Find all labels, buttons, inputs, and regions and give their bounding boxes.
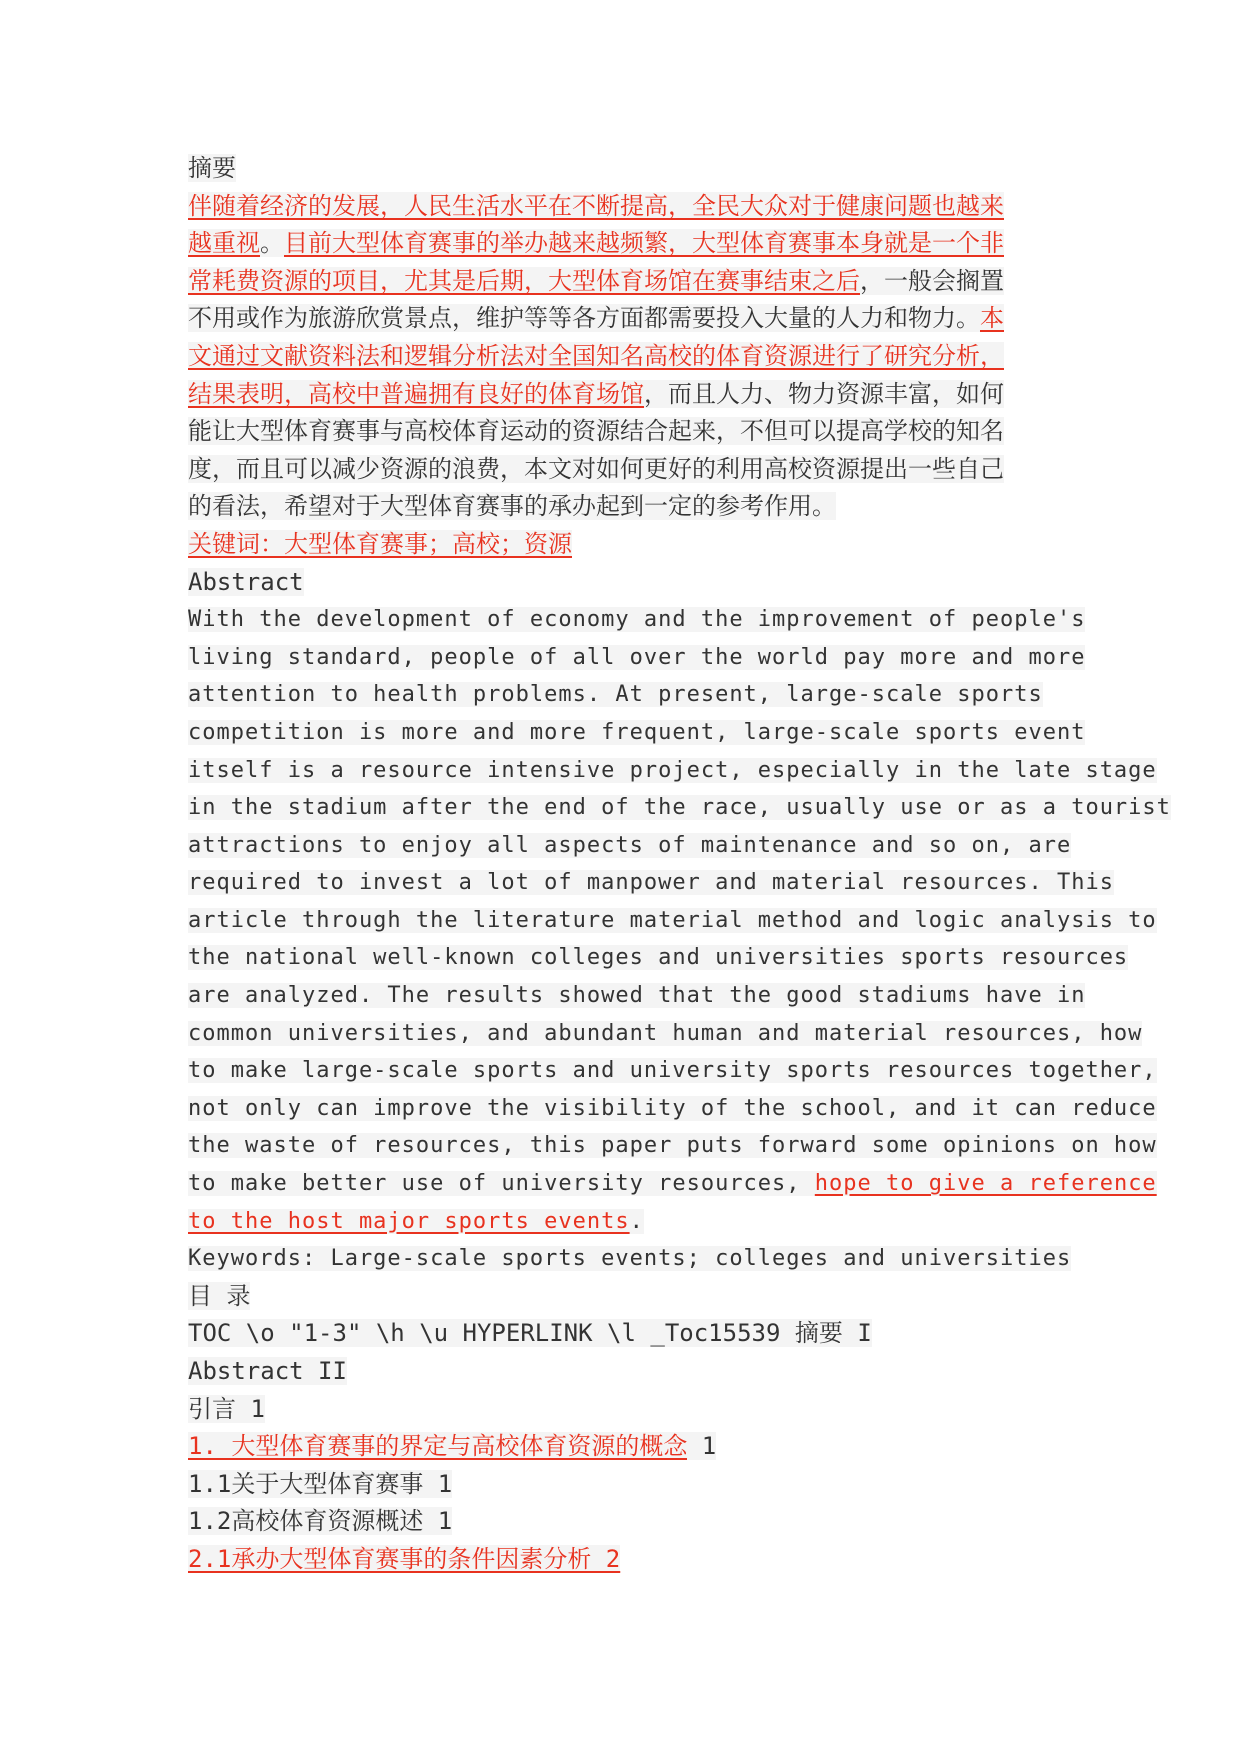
text-run: 不用或作为旅游欣赏景点，维护等等各方面都需要投入大量的人力和物力。 [188, 304, 980, 333]
toc-entry[interactable] [188, 1503, 1068, 1541]
text-run: living standard, people of all over the world pay more and more [188, 644, 1086, 670]
abstract-en-line [188, 1165, 1157, 1203]
abstract-en-line [188, 902, 1157, 940]
toc-entry[interactable] [188, 1428, 1068, 1466]
toc-entry[interactable] [188, 1541, 1068, 1579]
abstract-en-line [188, 639, 1086, 677]
abstract-en-heading: Abstract [188, 567, 304, 596]
highlighted-text[interactable]: 1. 大型体育赛事的界定与高校体育资源的概念 [188, 1432, 688, 1461]
abstract-en-line [188, 714, 1086, 752]
abstract-cn-line [188, 300, 1068, 338]
text-run: to make large-scale sports and university sports resources together, [188, 1058, 1157, 1084]
toc-list [188, 1353, 1068, 1579]
highlighted-text: 越重视 [188, 229, 260, 258]
text-run: 能让大型体育赛事与高校体育运动的资源结合起来，不但可以提高学校的知名 [188, 417, 1004, 446]
highlighted-text: 伴随着经济的发展，人民生活水平在不断提高，全民大众对于健康问题也越来 [188, 191, 1004, 220]
text-run: the national well-known colleges and universities sports resources [188, 945, 1129, 971]
abstract-en-line [188, 1127, 1157, 1165]
toc-entry[interactable] [188, 1353, 1068, 1391]
text-run: the waste of resources, this paper puts forward some opinions on how [188, 1133, 1157, 1159]
abstract-cn-line [188, 263, 1068, 301]
text-run: ，一般会搁置 [860, 266, 1004, 295]
highlighted-text: 文通过文献资料法和逻辑分析法对全国知名高校的体育资源进行了研究分析， [188, 341, 1004, 370]
text-run: attractions to enjoy all aspects of maintenance and so on, are [188, 832, 1072, 858]
abstract-en-line [188, 939, 1129, 977]
text-run: required to invest a lot of manpower and material resources. This [188, 870, 1114, 896]
highlighted-text: 本 [980, 304, 1004, 333]
abstract-cn-line [188, 488, 1068, 526]
abstract-cn-line [188, 338, 1068, 376]
text-run: not only can improve the visibility of the school, and it can reduce [188, 1095, 1157, 1121]
text-run: article through the literature material method and logic analysis to [188, 907, 1157, 933]
toc-field-line: TOC \o "1-3" \h \u HYPERLINK \l _Toc15539 摘要 I [188, 1319, 872, 1348]
toc-heading: 目 录 [188, 1281, 251, 1310]
abstract-en-line [188, 1090, 1157, 1128]
abstract-cn-heading: 摘要 [188, 154, 236, 182]
text-run: Abstract II [188, 1357, 347, 1385]
keywords-en: Keywords: Large-scale sports events; colleges and universities [188, 1246, 1072, 1272]
abstract-en-line [188, 789, 1171, 827]
abstract-cn-line [188, 225, 1068, 263]
text-run: ，而且人力、物力资源丰富，如何 [644, 379, 1004, 408]
text-run: competition is more and more frequent, large-scale sports event [188, 719, 1086, 745]
abstract-cn-line [188, 413, 1068, 451]
abstract-en-line [188, 676, 1068, 714]
abstract-en-line [188, 752, 1157, 790]
toc-entry[interactable] [188, 1391, 1068, 1429]
abstract-cn-line [188, 188, 1068, 226]
text-run: in the stadium after the end of the race, usually use or as a tourist [188, 795, 1171, 821]
document-content [188, 150, 1171, 1579]
text-run: itself is a resource intensive project, especially in the late stage [188, 757, 1157, 783]
text-run: 1.1关于大型体育赛事 1 [188, 1469, 453, 1498]
abstract-cn-line [188, 376, 1068, 414]
abstract-en-line [188, 1203, 1068, 1241]
text-run: 度，而且可以减少资源的浪费，本文对如何更好的利用高校资源提出一些自己 [188, 454, 1004, 483]
text-run: . [629, 1208, 644, 1234]
abstract-en-line [188, 1015, 1143, 1053]
text-run: With the development of economy and the improvement of people's [188, 607, 1086, 633]
text-run: 1 [687, 1432, 717, 1461]
toc-entry[interactable] [188, 1466, 1068, 1504]
abstract-en-body [188, 601, 1171, 1240]
abstract-en-line [188, 827, 1072, 865]
abstract-en-line [188, 601, 1086, 639]
text-run: to make better use of university resources, [188, 1171, 815, 1197]
text-run: 引言 1 [188, 1394, 265, 1423]
text-run: common universities, and abundant human and material resources, how [188, 1020, 1143, 1046]
text-run: 。 [260, 229, 284, 258]
abstract-en-line [188, 864, 1114, 902]
highlighted-text: 目前大型体育赛事的举办越来越频繁，大型体育赛事本身就是一个非 [284, 229, 1004, 258]
text-run: are analyzed. The results showed that the good stadiums have in [188, 983, 1086, 1009]
abstract-cn-body [188, 188, 1068, 526]
text-run: 1.2高校体育资源概述 1 [188, 1507, 453, 1536]
abstract-cn-line [188, 451, 1068, 489]
text-run: 的看法，希望对于大型体育赛事的承办起到一定的参考作用。 [188, 492, 836, 521]
highlighted-text: 常耗费资源的项目，尤其是后期，大型体育场馆在赛事结束之后 [188, 266, 860, 295]
abstract-en-line [188, 1052, 1157, 1090]
abstract-en-line [188, 977, 1086, 1015]
keywords-cn: 关键词：大型体育赛事；高校；资源 [188, 529, 572, 558]
highlighted-text: hope to give a reference [814, 1171, 1157, 1197]
highlighted-text: to the host major sports events [188, 1208, 630, 1234]
highlighted-text: 结果表明，高校中普遍拥有良好的体育场馆 [188, 379, 644, 408]
text-run: attention to health problems. At present, large-scale sports [188, 682, 1043, 708]
highlighted-text[interactable]: 2.1承办大型体育赛事的条件因素分析 2 [188, 1544, 621, 1573]
